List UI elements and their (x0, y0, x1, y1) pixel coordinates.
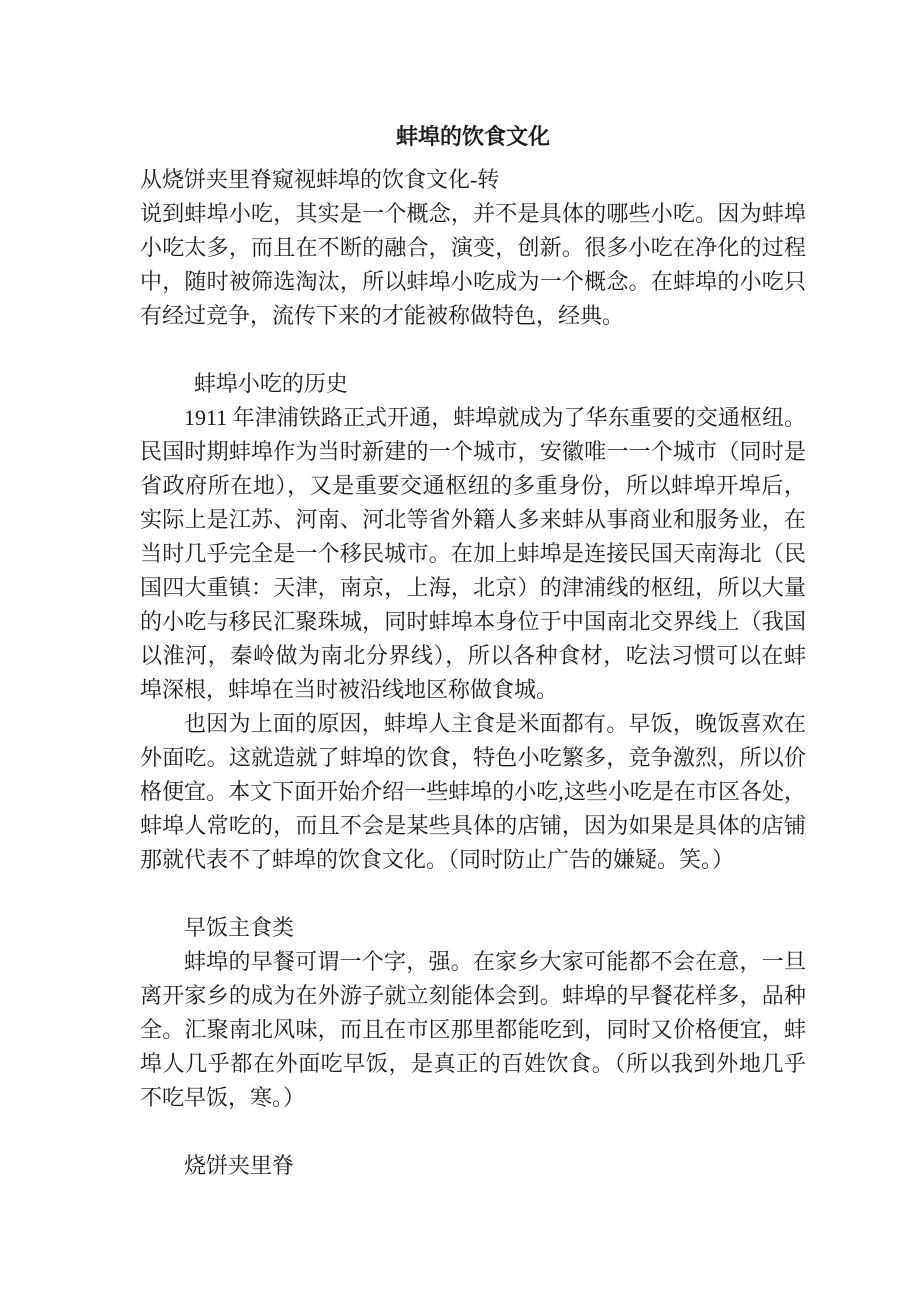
history-paragraph-2: 也因为上面的原因，蚌埠人主食是米面都有。早饭，晚饭喜欢在外面吃。这就造就了蚌埠的饮食，特色小吃繁多，竞争激烈，所以价格便宜。本文下面开始介绍一些蚌埠的小吃,这些小吃是在市区各处，蚌埠人常吃的，而且不会是某些具体的店铺，因为如果是具体的店铺那就代表不了蚌埠的饮食文化。（同时防止广告的嫌疑。笑。） (140, 711, 806, 872)
document-byline: 从烧饼夹里脊窥视蚌埠的饮食文化-转 (140, 167, 500, 192)
history-paragraph-1: 1911 年津浦铁路正式开通，蚌埠就成为了华东重要的交通枢纽。民国时期蚌埠作为当时新建的一个城市，安徽唯一一个城市（同时是省政府所在地），又是重要交通枢纽的多重身份，所以蚌埠开埠后，实际上是江苏、河南、河北等省外籍人多来蚌从事商业和服务业，在当时几乎完全是一个移民城市。在加上蚌埠是连接民国天南海北（民国四大重镇：天津，南京，上海，北京）的津浦线的枢纽，所以大量的小吃与移民汇聚珠城，同时蚌埠本身位于中国南北交界线上（我国以淮河，秦岭做为南北分界线），所以各种食材，吃法习惯可以在蚌埠深根，蚌埠在当时被沿线地区称做食城。 (140, 405, 806, 702)
intro-paragraph: 说到蚌埠小吃，其实是一个概念，并不是具体的哪些小吃。因为蚌埠小吃太多，而且在不断的融合，演变，创新。很多小吃在净化的过程中，随时被筛选淘汰，所以蚌埠小吃成为一个概念。在蚌埠的小吃只有经过竞争，流传下来的才能被称做特色，经典。 (140, 201, 806, 328)
document-title: 蚌埠的饮食文化 (395, 124, 550, 149)
breakfast-paragraph-1: 蚌埠的早餐可谓一个字，强。在家乡大家可能都不会在意，一旦离开家乡的成为在外游子就立刻能体会到。蚌埠的早餐花样多，品种全。汇聚南北风味，而且在市区那里都能吃到，同时又价格便宜，蚌埠人几乎都在外面吃早饭，是真正的百姓饮食。（所以我到外地几乎不吃早饭，寒。） (140, 949, 806, 1110)
section-heading-history: 蚌埠小吃的历史 (193, 371, 348, 396)
section-heading-shaobing: 烧饼夹里脊 (184, 1153, 295, 1178)
section-heading-breakfast: 早饭主食类 (184, 915, 295, 940)
